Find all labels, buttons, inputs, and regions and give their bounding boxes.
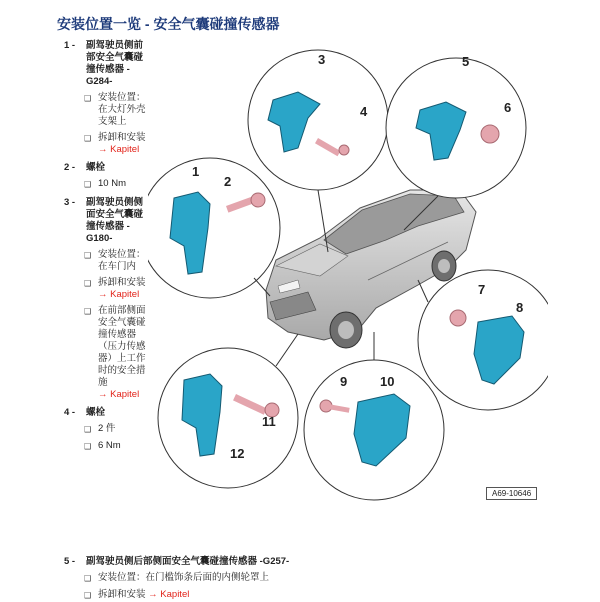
- callout-number-8: 8: [516, 300, 524, 315]
- item-number: 3 -: [64, 197, 76, 208]
- nut-6: [481, 125, 499, 143]
- item-number: 2 -: [64, 162, 76, 173]
- legend-item-5: [64, 556, 584, 602]
- item-text: 副驾驶员侧侧面安全气囊碰撞传感器 -G180-: [86, 197, 144, 244]
- sub-item-text: 安装位置：在大灯外壳支架上: [98, 92, 146, 127]
- legend-item-4: [64, 407, 148, 453]
- sub-item: [84, 423, 121, 436]
- callout-number-5: 5: [462, 54, 470, 69]
- bullet-icon: ❑: [84, 279, 92, 288]
- bullet-icon: ❑: [84, 180, 92, 189]
- sub-item-text: 拆卸和安装: [98, 589, 146, 600]
- nut-7: [450, 310, 466, 326]
- sub-item: [84, 572, 584, 585]
- bullet-icon: ❑: [84, 425, 92, 434]
- callout-number-12: 12: [230, 446, 245, 461]
- legend-item-2: [64, 162, 148, 191]
- callout-number-6: 6: [504, 100, 512, 115]
- sub-item-text: 在前部侧面安全气囊碰撞传感器（压力传感器）上工作时的安全措施: [98, 305, 146, 388]
- item-text: 副驾驶员侧后部侧面安全气囊碰撞传感器 -G257-: [86, 556, 290, 567]
- item-text: 螺栓: [86, 162, 106, 173]
- item-text: 螺栓: [86, 407, 106, 418]
- item-number: 1 -: [64, 40, 76, 51]
- figure-reference: A69-10646: [486, 487, 537, 500]
- sub-item: [84, 589, 584, 602]
- sub-item: [84, 305, 148, 401]
- callout-number-2: 2: [224, 174, 232, 189]
- sub-item: [84, 440, 121, 453]
- kapitel-link[interactable]: → Kapitel: [148, 589, 190, 600]
- sub-item-text: 6 Nm: [98, 440, 121, 451]
- sub-item: [84, 249, 148, 273]
- page-title: 安装位置一览 - 安全气囊碰撞传感器: [57, 16, 280, 32]
- kapitel-link[interactable]: → Kapitel: [98, 389, 140, 400]
- bullet-icon: ❑: [84, 591, 92, 600]
- sub-item-text: 安装位置：在门槛饰条后面的内侧轮罩上: [98, 572, 270, 583]
- bullet-icon: ❑: [84, 134, 92, 143]
- sub-item-text: 拆卸和安装: [98, 277, 146, 288]
- bullet-icon: ❑: [84, 442, 92, 451]
- sub-item-text: 10 Nm: [98, 178, 126, 189]
- sub-item: [84, 277, 148, 301]
- kapitel-link[interactable]: → Kapitel: [98, 144, 140, 155]
- legend-item-1: [64, 40, 148, 156]
- sensor-location-illustration: [148, 40, 548, 505]
- item-text: 副驾驶员侧前部安全气囊碰撞传感器 -G284-: [86, 40, 144, 87]
- callout-number-10: 10: [380, 374, 395, 389]
- bullet-icon: ❑: [84, 307, 92, 316]
- sub-item: [84, 92, 148, 128]
- callout-number-7: 7: [478, 282, 486, 297]
- parts-legend: [64, 40, 148, 459]
- callout-number-4: 4: [360, 104, 368, 119]
- callout-number-1: 1: [192, 164, 200, 179]
- callout-number-3: 3: [318, 52, 326, 67]
- kapitel-link[interactable]: → Kapitel: [98, 289, 140, 300]
- sub-item-text: 安装位置：在车门内: [98, 249, 146, 272]
- callout-circle-middle-left: [148, 158, 280, 298]
- item-number: 5 -: [64, 556, 76, 567]
- sub-item: [84, 178, 126, 191]
- bullet-icon: ❑: [84, 94, 92, 103]
- callout-number-11: 11: [262, 414, 276, 429]
- item-number: 4 -: [64, 407, 76, 418]
- legend-item-3: [64, 197, 148, 401]
- bullet-icon: ❑: [84, 574, 92, 583]
- callout-number-9: 9: [340, 374, 348, 389]
- sub-item-text: 2 件: [98, 423, 116, 434]
- bullet-icon: ❑: [84, 251, 92, 260]
- sub-item: [84, 132, 148, 156]
- sub-item-text: 拆卸和安装: [98, 132, 146, 143]
